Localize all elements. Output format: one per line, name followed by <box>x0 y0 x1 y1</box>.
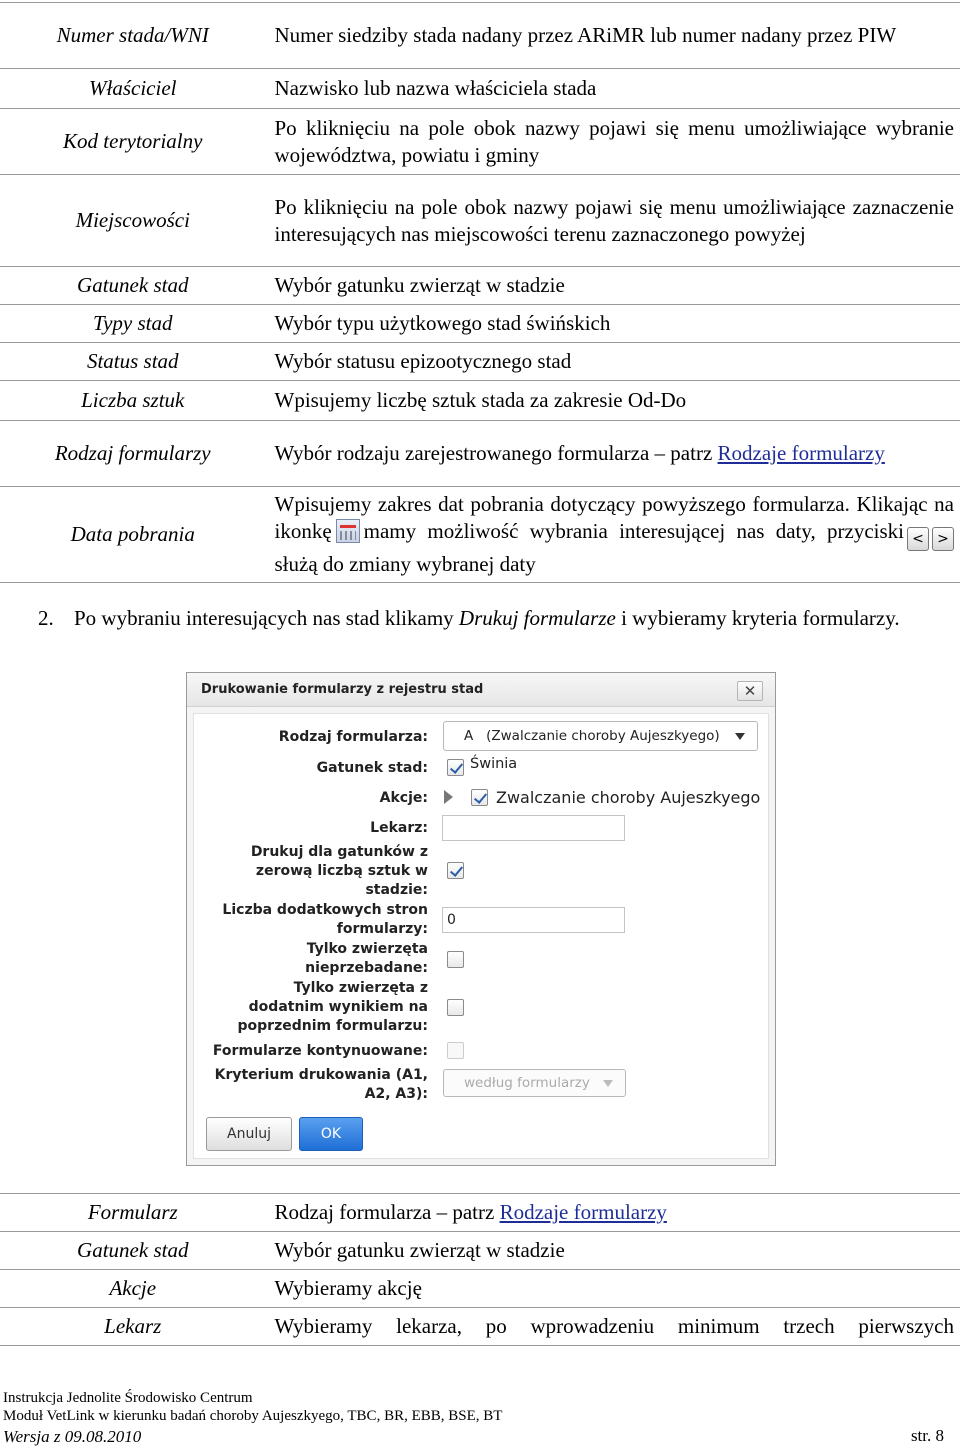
doctor-label: Lekarz: <box>370 820 428 836</box>
table-row <box>0 1194 960 1232</box>
description-text: Rodzaj formularza – patrz <box>274 1200 500 1224</box>
description-cell: Wybór typu użytkowego stad świńskich <box>266 305 960 343</box>
term-cell: Data pobrania <box>0 487 266 583</box>
species-option: Świnia <box>470 756 518 772</box>
species-checkbox[interactable] <box>447 759 464 776</box>
description-cell: Numer siedziby stada nadany przez ARiMR lub numer nadany przez PIW <box>266 3 960 69</box>
print-criteria-select[interactable] <box>443 1069 626 1097</box>
term-cell: Kod terytorialny <box>0 109 266 175</box>
definitions-table-filters <box>0 2 960 583</box>
form-type-value: A (Zwalczanie choroby Aujeszkyego) <box>464 728 720 744</box>
species-label: Gatunek stad: <box>316 760 428 776</box>
table-row <box>0 421 960 487</box>
table-row <box>0 3 960 69</box>
term-cell: Gatunek stad <box>0 267 266 305</box>
description-cell: Wybieramy akcję <box>266 1270 960 1308</box>
table-row <box>0 69 960 109</box>
step-paragraph <box>38 604 958 632</box>
positive-only-label: Tylko zwierzęta z dodatnim wynikiem na poprzednim formularzu: <box>237 980 428 1034</box>
term-cell: Typy stad <box>0 305 266 343</box>
print-forms-dialog <box>186 672 776 1166</box>
term-cell: Status stad <box>0 343 266 381</box>
print-criteria-label: Kryterium drukowania (A1, A2, A3): <box>214 1067 428 1102</box>
description-cell: Nazwisko lub nazwa właściciela stada <box>266 69 960 109</box>
continued-forms-label: Formularze kontynuowane: <box>212 1043 428 1059</box>
table-row <box>0 1308 960 1346</box>
close-icon[interactable]: ✕ <box>737 681 763 701</box>
table-row <box>0 267 960 305</box>
description-cell: Po kliknięciu na pole obok nazwy pojawi się menu umożliwiające zaznaczenie interesujących nas miejscowości terenu zaznaczonego powyżej <box>266 175 960 267</box>
description-cell: Po kliknięciu na pole obok nazwy pojawi się menu umożliwiające wybranie województwa, powiatu i gminy <box>266 109 960 175</box>
term-cell: Gatunek stad <box>0 1232 266 1270</box>
dialog-title: Drukowanie formularzy z rejestru stad <box>201 682 484 697</box>
action-checkbox[interactable] <box>471 789 488 806</box>
positive-only-checkbox[interactable] <box>447 999 464 1016</box>
description-cell: Wybór statusu epizootycznego stad <box>266 343 960 381</box>
expand-arrow-icon[interactable] <box>444 790 453 804</box>
description-text: mamy możliwość wybrania interesującej nas daty, przyciski <box>363 519 904 543</box>
step-text-part: i wybieramy kryteria formularzy. <box>615 606 900 630</box>
table-row <box>0 305 960 343</box>
zero-count-checkbox[interactable] <box>447 862 464 879</box>
table-row <box>0 175 960 267</box>
description-cell: Wybór gatunku zwierząt w stadzie <box>266 267 960 305</box>
untested-only-checkbox[interactable] <box>447 951 464 968</box>
previous-date-button: < <box>907 527 929 551</box>
term-cell: Miejscowości <box>0 175 266 267</box>
rodzaje-formularzy-link[interactable]: Rodzaje formularzy <box>717 441 885 465</box>
extra-pages-input[interactable]: 0 <box>442 907 625 933</box>
table-row <box>0 343 960 381</box>
term-cell: Numer stada/WNI <box>0 3 266 69</box>
ok-button[interactable]: OK <box>299 1117 363 1151</box>
table-row <box>0 1232 960 1270</box>
term-cell: Rodzaj formularzy <box>0 421 266 487</box>
print-criteria-value: według formularzy <box>464 1075 590 1091</box>
rodzaje-formularzy-link[interactable]: Rodzaje formularzy <box>499 1200 667 1224</box>
term-cell: Właściciel <box>0 69 266 109</box>
doctor-input[interactable] <box>442 815 625 841</box>
description-text: Wybór rodzaju zarejestrowanego formularza – patrz <box>274 441 718 465</box>
action-option: Zwalczanie choroby Aujeszkyego <box>496 788 761 807</box>
step-text-part: Po wybraniu interesujących nas stad klikamy <box>74 606 459 630</box>
extra-pages-label: Liczba dodatkowych stron formularzy: <box>222 902 428 937</box>
zero-count-label: Drukuj dla gatunków z zerową liczbą sztuk w stadzie: <box>250 844 428 898</box>
table-row <box>0 1270 960 1308</box>
table-row <box>0 487 960 583</box>
chevron-down-icon <box>603 1080 613 1087</box>
footer-line-2: Moduł VetLink w kierunku badań choroby Aujeszkyego, TBC, BR, EBB, BSE, BT <box>3 1408 503 1424</box>
description-cell <box>266 1194 960 1232</box>
table-row <box>0 381 960 421</box>
cancel-button[interactable]: Anuluj <box>206 1117 292 1151</box>
term-cell: Akcje <box>0 1270 266 1308</box>
term-cell: Lekarz <box>0 1308 266 1346</box>
step-text <box>74 604 958 632</box>
description-cell: Wpisujemy liczbę sztuk stada za zakresie Od-Do <box>266 381 960 421</box>
page-number: str. 8 <box>910 1426 944 1445</box>
dialog-body <box>193 713 769 1159</box>
term-cell: Liczba sztuk <box>0 381 266 421</box>
next-date-button: > <box>932 527 954 551</box>
description-text: Wpisujemy zakres dat pobrania dotyczący powyższego formularza. Klikając na ikonkę <box>274 492 954 543</box>
step-text-emphasis: Drukuj formularze <box>458 606 616 630</box>
calendar-icon <box>336 519 360 543</box>
form-type-select[interactable] <box>443 721 758 751</box>
description-cell <box>266 421 960 487</box>
actions-label: Akcje: <box>379 790 428 806</box>
dialog-header <box>187 673 775 707</box>
table-row <box>0 109 960 175</box>
step-number: 2. <box>38 606 54 630</box>
description-cell: Wybieramy lekarza, po wprowadzeniu minimum trzech pierwszych <box>266 1308 960 1346</box>
description-text: służą do zmiany wybranej daty <box>274 552 536 576</box>
continued-forms-checkbox[interactable] <box>447 1042 464 1059</box>
untested-only-label: Tylko zwierzęta nieprzebadane: <box>305 941 428 976</box>
description-cell: Wybór gatunku zwierząt w stadzie <box>266 1232 960 1270</box>
footer-version: Wersja z 09.08.2010 <box>3 1427 142 1446</box>
term-cell: Formularz <box>0 1194 266 1232</box>
description-cell <box>266 487 960 583</box>
footer-line-1: Instrukcja Jednolite Środowisko Centrum <box>3 1390 253 1406</box>
definitions-table-dialog <box>0 1193 960 1346</box>
form-type-label: Rodzaj formularza: <box>278 729 428 745</box>
chevron-down-icon <box>735 733 745 740</box>
